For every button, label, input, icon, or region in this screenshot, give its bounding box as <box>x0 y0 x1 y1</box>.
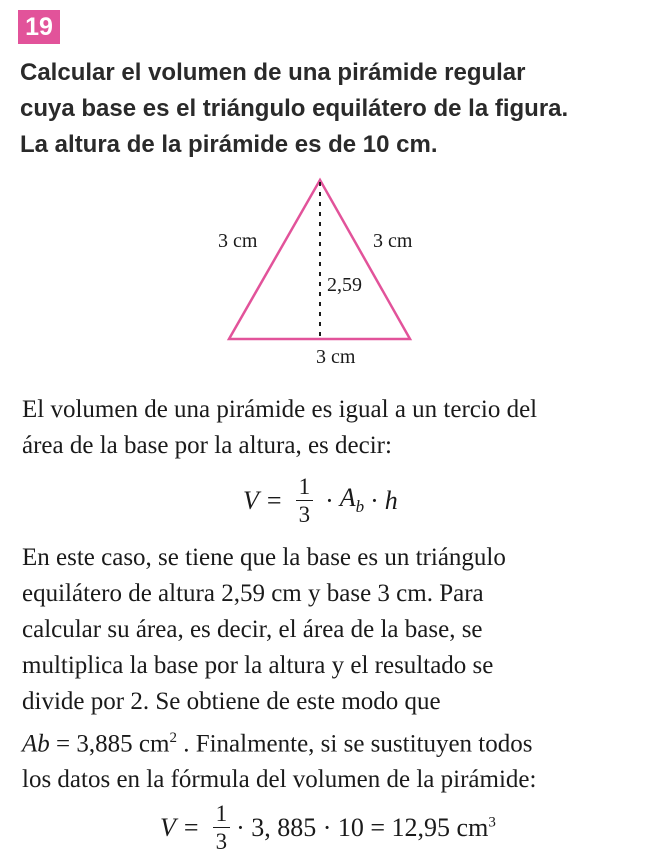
side-right-label: 3 cm <box>373 230 413 252</box>
fraction-numerator: 1 <box>213 800 231 828</box>
statement-line: La altura de la pirámide es de 10 cm. <box>20 131 438 158</box>
paragraph-2 <box>22 540 632 798</box>
formula-result: · 3, 885 · 10 = 12,95 $cm^3$ <box>236 812 496 842</box>
formula-equals: = <box>183 812 199 842</box>
exercise-number-badge: 19 <box>18 10 60 44</box>
fraction-numerator: 1 <box>296 473 314 501</box>
height-label: 2,59 <box>327 274 362 296</box>
formula-v: V <box>160 812 176 842</box>
formula-dot: · <box>325 485 334 515</box>
text-line: multiplica la base por la altura y el resultado se <box>22 652 494 679</box>
text-line: los datos en la fórmula del volumen de la pirámide: <box>22 766 537 794</box>
formula-h: h <box>384 485 398 515</box>
text-line: En este caso, se tiene que la base es un triángulo <box>22 544 506 571</box>
triangle-figure <box>0 0 645 400</box>
formula-dot: · <box>370 485 379 515</box>
formula-equals: = <box>266 485 282 515</box>
text-line: equilátero de altura 2,59 cm y base 3 cm. Para <box>22 580 484 607</box>
fraction-denominator: 3 <box>298 502 311 527</box>
statement-line: Calcular el volumen de una pirámide regular <box>20 59 526 86</box>
area-result-line: Ab = 3,885 $cm^2$ . Finalmente, si se sustituyen todos <box>22 730 533 758</box>
side-left-label: 3 cm <box>218 230 258 252</box>
base-label: 3 cm <box>316 346 356 368</box>
text-line: calcular su área, es decir, el área de la base, se <box>22 616 483 643</box>
formula-v: V <box>243 485 259 515</box>
text-line: área de la base por la altura, es decir: <box>22 432 392 459</box>
fraction-one-third <box>213 800 231 855</box>
paragraph-1 <box>22 392 632 464</box>
base-area-symbol: $A_b$ <box>339 483 365 517</box>
statement-line: cuya base es el triángulo equilátero de la figura. <box>20 95 569 122</box>
fraction-one-third <box>296 473 314 528</box>
text-line: divide por 2. Se obtiene de este modo que <box>22 688 441 715</box>
volume-formula <box>243 473 398 528</box>
fraction-denominator: 3 <box>215 829 228 854</box>
volume-result-formula <box>160 800 496 855</box>
text-line: El volumen de una pirámide es igual a un tercio del <box>22 396 538 423</box>
